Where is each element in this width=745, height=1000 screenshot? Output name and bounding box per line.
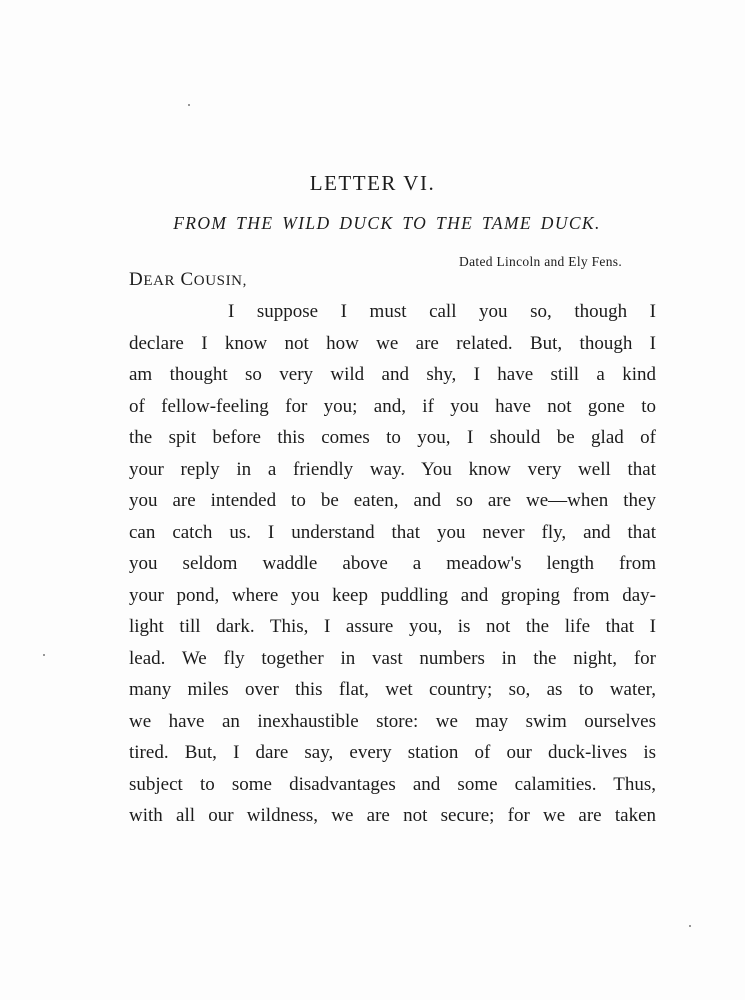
letter-heading: LETTER VI. — [309, 171, 436, 195]
salutation — [129, 269, 247, 291]
text-line: your pond, where you keep puddling and groping from day- — [129, 584, 656, 606]
print-speck — [188, 104, 190, 106]
print-speck — [43, 654, 45, 656]
text-line: am thought so very wild and shy, I have still a kind — [129, 364, 656, 385]
letter-subheading: FROM THE WILD DUCK TO THE TAME DUCK. — [173, 213, 601, 233]
dateline: Dated Lincoln and Ely Fens. — [459, 254, 622, 269]
text-line: subject to some disadvantages and some calamities. Thus, — [129, 773, 656, 795]
text-line: of fellow-feeling for you; and, if you have not gone to — [129, 395, 656, 417]
salutation-initial-2: C — [180, 269, 194, 290]
letter-body — [129, 296, 656, 832]
text-line: many miles over this flat, wet country; so, as to water, — [129, 679, 656, 700]
text-line: the spit before this comes to you, I should be glad of — [129, 427, 656, 448]
text-line: your reply in a friendly way. You know very well that — [129, 458, 656, 480]
text-line: light till dark. This, I assure you, is not the life that I — [129, 616, 656, 637]
print-speck — [689, 925, 691, 927]
text-line: tired. But, I dare say, every station of our duck-lives is — [129, 742, 656, 763]
text-line: I suppose I must call you so, though I — [228, 301, 656, 322]
text-line: lead. We fly together in vast numbers in the night, for — [129, 647, 656, 669]
salutation-initial-1: D — [129, 269, 144, 290]
text-line: with all our wildness, we are not secure; for we are taken — [129, 805, 656, 826]
salutation-rest-1: EAR — [143, 273, 176, 289]
text-line: declare I know not how we are related. But, though I — [129, 332, 656, 354]
salutation-rest-2: OUSIN, — [193, 273, 247, 289]
text-line: you are intended to be eaten, and so are we—when they — [129, 490, 656, 511]
text-line: can catch us. I understand that you never fly, and that — [129, 521, 656, 543]
text-line: we have an inexhaustible store: we may swim ourselves — [129, 710, 656, 732]
text-line: you seldom waddle above a meadow's length from — [129, 553, 656, 574]
